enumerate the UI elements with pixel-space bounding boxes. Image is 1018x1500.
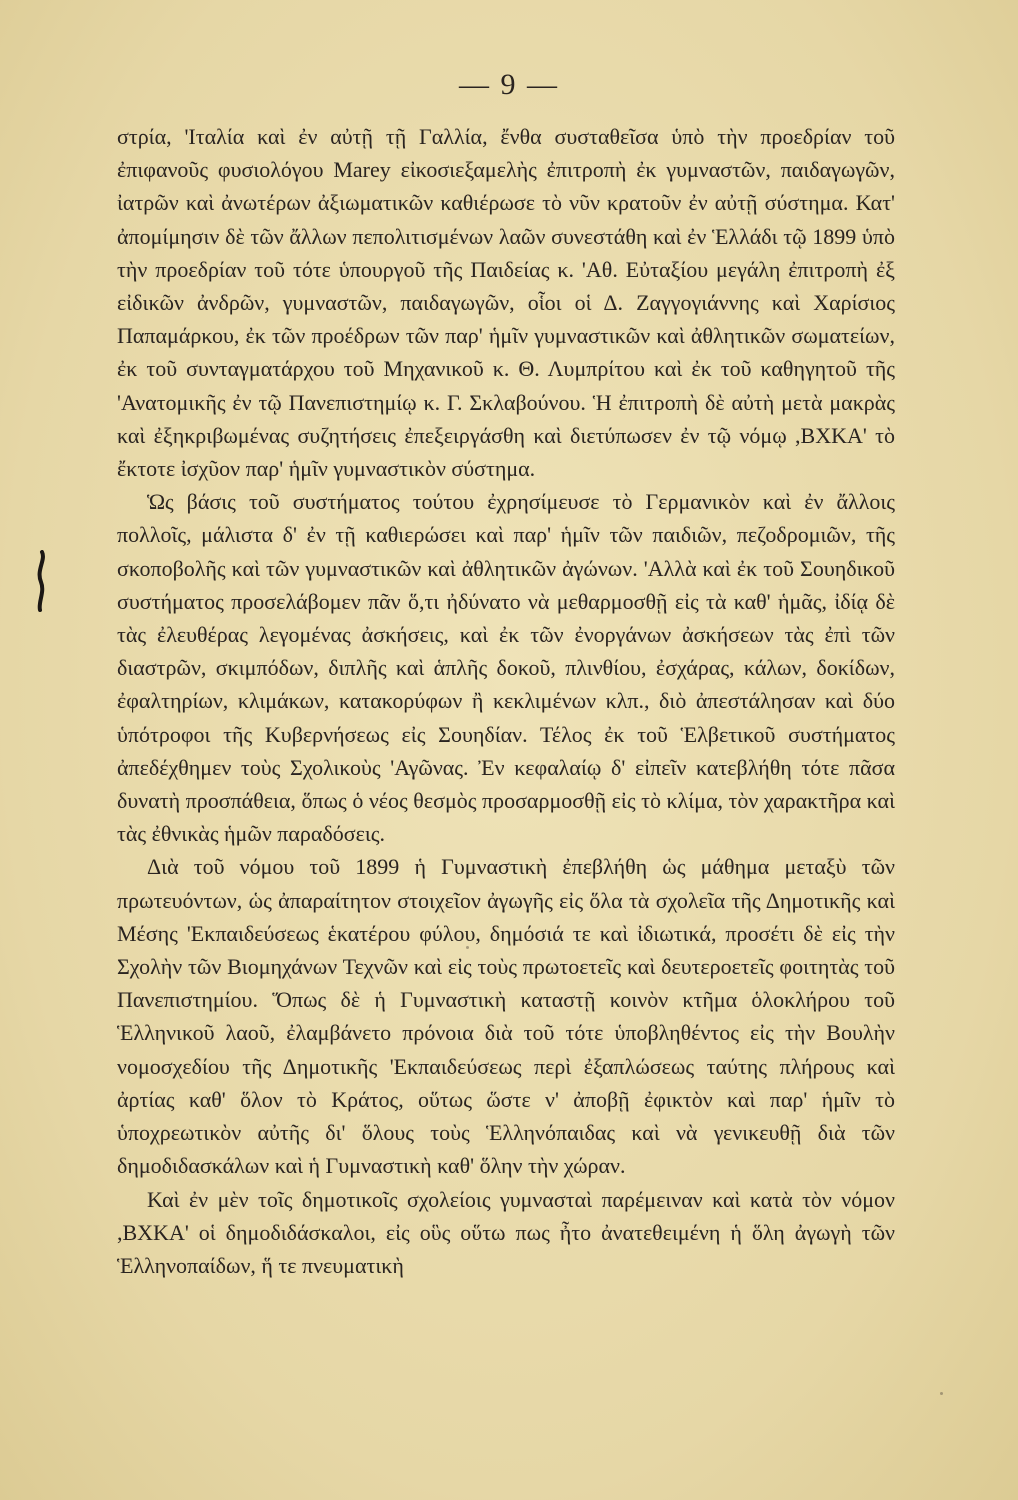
margin-pencil-mark — [32, 550, 50, 612]
paragraph: Ὡς βάσις τοῦ συστήματος τούτου ἐχρησίμευσε τὸ Γερμανικὸν καὶ ἐν ἄλλοις πολλοῖς, μάλιστα δ' ἐν τῇ καθιερώσει καὶ παρ' ἡμῖν τῶν παιδιῶν, πεζοδρομιῶν, τῆς σκοποβολῆς καὶ τῶν γυμναστικῶν καὶ ἀθλητικῶν ἀγώνων. 'Αλλὰ καὶ ἐκ τοῦ Σουηδικοῦ συστήματος προσελάβομεν πᾶν ὅ,τι ἠδύνατο νὰ μεθαρμοσθῇ εἰς τὰ καθ' ἡμᾶς, ἰδίᾳ δὲ τὰς ἐλευθέρας λεγομένας ἀσκήσεις, καὶ ἐκ τῶν ἐνοργάνων ἀσκήσεων τὰς ἐπὶ τῶν διαστρῶν, σκιμπόδων, διπλῆς καὶ ἁπλῆς δοκοῦ, πλινθίου, ἐσχάρας, κάλων, δοκίδων, ἐφαλτηρίων, κλιμάκων, κατακορύφων ἢ κεκλιμένων κλπ., διὸ ἀπεστάλησαν καὶ δύο ὑπότροφοι τῆς Κυβερνήσεως εἰς Σουηδίαν. Τέλος ἐκ τοῦ Ἑλβετικοῦ συστήματος ἀπεδέχθημεν τοὺς Σχολικοὺς 'Αγῶνας. Ἐν κεφαλαίῳ δ' εἰπεῖν κατεβλήθη τότε πᾶσα δυνατὴ προσπάθεια, ὅπως ὁ νέος θεσμὸς προσαρμοσθῇ εἰς τὸ κλίμα, τὸν χαρακτῆρα καὶ τὰς ἐθνικὰς ἡμῶν παραδόσεις. — [117, 489, 895, 847]
paragraph: Διὰ τοῦ νόμου τοῦ 1899 ἡ Γυμναστικὴ ἐπεβλήθη ὡς μάθημα μεταξὺ τῶν πρωτευόντων, ὡς ἀπαραίτητον στοιχεῖον ἀγωγῆς εἰς ὅλα τὰ σχολεῖα τῆς Δημοτικῆς καὶ Μέσης 'Εκπαιδεύσεως ἑκατέρου φύλου, δημόσιά τε καὶ ἰδιωτικά, προσέτι δὲ εἰς τὴν Σχολὴν τῶν Βιομηχάνων Τεχνῶν καὶ εἰς τοὺς πρωτοετεῖς καὶ δευτεροετεῖς φοιτητὰς τοῦ Πανεπιστημίου. Ὅπως δὲ ἡ Γυμναστικὴ καταστῇ κοινὸν κτῆμα ὁλοκλήρου τοῦ Ἑλληνικοῦ λαοῦ, ἐλαμβάνετο πρόνοια διὰ τοῦ τότε ὑποβληθέντος εἰς τὴν Βουλὴν νομοσχεδίου τῆς Δημοτικῆς 'Εκπαιδεύσεως περὶ ἐξαπλώσεως ταύτης πλήρους καὶ ἀρτίας καθ' ὅλον τὸ Κράτος, οὕτως ὥστε ν' ἀποβῇ ἐφικτὸν καὶ παρ' ἡμῖν τὸ ὑποχρεωτικὸν αὐτῆς δι' ὅλους τοὺς Ἑλληνόπαιδας καὶ νὰ γενικευθῇ διὰ τῶν δημοδιδασκάλων καὶ ἡ Γυμναστικὴ καθ' ὅλην τὴν χώραν. — [117, 854, 895, 1179]
paragraph: στρία, 'Ιταλία καὶ ἐν αὐτῇ τῇ Γαλλία, ἔνθα συσταθεῖσα ὑπὸ τὴν προεδρίαν τοῦ ἐπιφανοῦς φυσιολόγου Marey εἰκοσιεξαμελὴς ἐπιτροπὴ ἐκ γυμναστῶν, παιδαγωγῶν, ἰατρῶν καὶ ἀνωτέρων ἀξιωματικῶν καθιέρωσε τὸ νῦν κρατοῦν ἐν αὐτῇ σύστημα. Κατ' ἀπομίμησιν δὲ τῶν ἄλλων πεπολιτισμένων λαῶν συνεστάθη καὶ ἐν Ἑλλάδι τῷ 1899 ὑπὸ τὴν προεδρίαν τοῦ τότε ὑπουργοῦ τῆς Παιδείας κ. 'Αθ. Εὐταξίου μεγάλη ἐπιτροπὴ ἐξ εἰδικῶν ἀνδρῶν, γυμναστῶν, παιδαγωγῶν, οἷοι οἱ Δ. Ζαγγογιάννης καὶ Χαρίσιος Παπαμάρκου, ἐκ τῶν προέδρων τῶν παρ' ἡμῖν γυμναστικῶν καὶ ἀθλητικῶν σωματείων, ἐκ τοῦ συνταγματάρχου τοῦ Μηχανικοῦ κ. Θ. Λυμπρίτου καὶ ἐκ τοῦ καθηγητοῦ τῆς 'Ανατομικῆς ἐν τῷ Πανεπιστημίῳ κ. Γ. Σκλαβούνου. Ἡ ἐπιτροπὴ δὲ αὐτὴ μετὰ μακρὰς καὶ ἐξηκριβωμένας συζητήσεις ἐπεξειργάσθη καὶ διετύπωσεν ἐν τῷ νόμῳ ,ΒΧΚΑ' τὸ ἔκτοτε ἰσχῦον παρ' ἡμῖν γυμναστικὸν σύστημα. — [117, 124, 895, 482]
paragraph: Καὶ ἐν μὲν τοῖς δημοτικοῖς σχολείοις γυμνασταὶ παρέμειναν καὶ κατὰ τὸν νόμον ,ΒΧΚΑ' οἱ δημοδιδάσκαλοι, εἰς οὓς οὕτω πως ἦτο ἀνατεθειμένη ἡ ὅλη ἀγωγὴ τῶν Ἑλληνοπαίδων, ἥ τε πνευματικὴ — [117, 1186, 895, 1278]
paper-speck — [940, 1392, 943, 1395]
body-text — [117, 120, 895, 1282]
paper-speck — [466, 946, 469, 949]
page-number: — 9 — — [459, 68, 559, 101]
